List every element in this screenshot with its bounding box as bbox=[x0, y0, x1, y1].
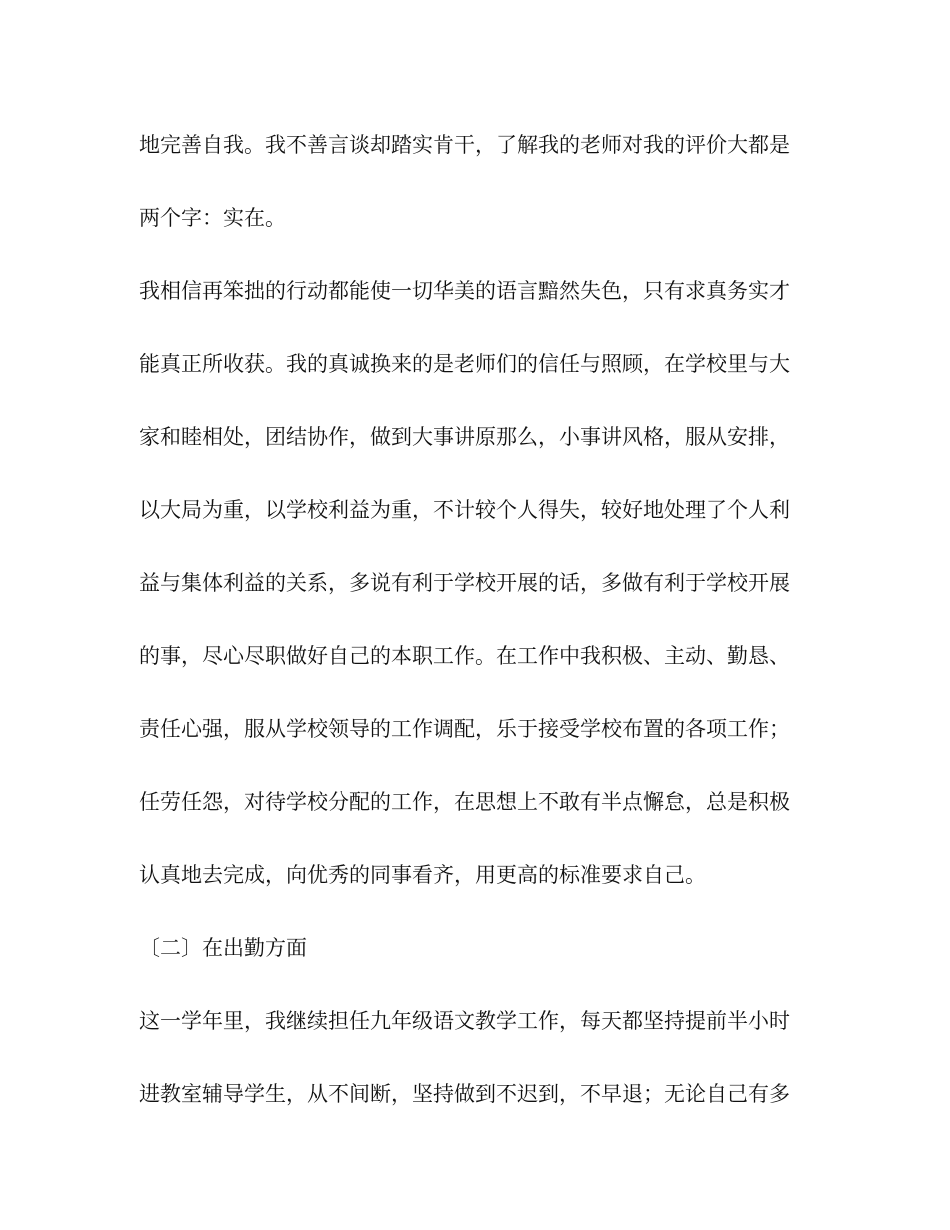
text-line: 能真正所收获。我的真诚换来的是老师们的信任与照顾，在学校里与大 bbox=[139, 352, 790, 376]
text-line: 益与集体利益的关系，多说有利于学校开展的话，多做有利于学校开展 bbox=[139, 571, 790, 595]
text-line: 我相信再笨拙的行动都能使一切华美的语言黯然失色，只有求真务实才 bbox=[139, 279, 790, 303]
text-line: 家和睦相处，团结协作，做到大事讲原那么，小事讲风格，服从安排， bbox=[139, 425, 790, 449]
text-line: 这一学年里，我继续担任九年级语文教学工作，每天都坚持提前半小时 bbox=[139, 1009, 790, 1033]
text-line: 以大局为重，以学校利益为重，不计较个人得失，较好地处理了个人利 bbox=[139, 498, 790, 522]
text-line: 任劳任怨，对待学校分配的工作，在思想上不敢有半点懈怠，总是积极 bbox=[139, 790, 790, 814]
text-line: 两个字：实在。 bbox=[139, 206, 286, 230]
text-line: 认真地去完成，向优秀的同事看齐，用更高的标准要求自己。 bbox=[139, 863, 706, 887]
section-heading: 〔二〕在出勤方面 bbox=[139, 936, 307, 960]
text-line: 地完善自我。我不善言谈却踏实肯干，了解我的老师对我的评价大都是 bbox=[139, 133, 790, 157]
text-line: 责任心强，服从学校领导的工作调配，乐于接受学校布置的各项工作； bbox=[139, 717, 790, 741]
text-line: 进教室辅导学生，从不间断，坚持做到不迟到，不早退；无论自己有多 bbox=[139, 1082, 790, 1106]
text-line: 的事，尽心尽职做好自己的本职工作。在工作中我积极、主动、勤恳、 bbox=[139, 644, 790, 668]
body-text bbox=[139, 121, 819, 1143]
